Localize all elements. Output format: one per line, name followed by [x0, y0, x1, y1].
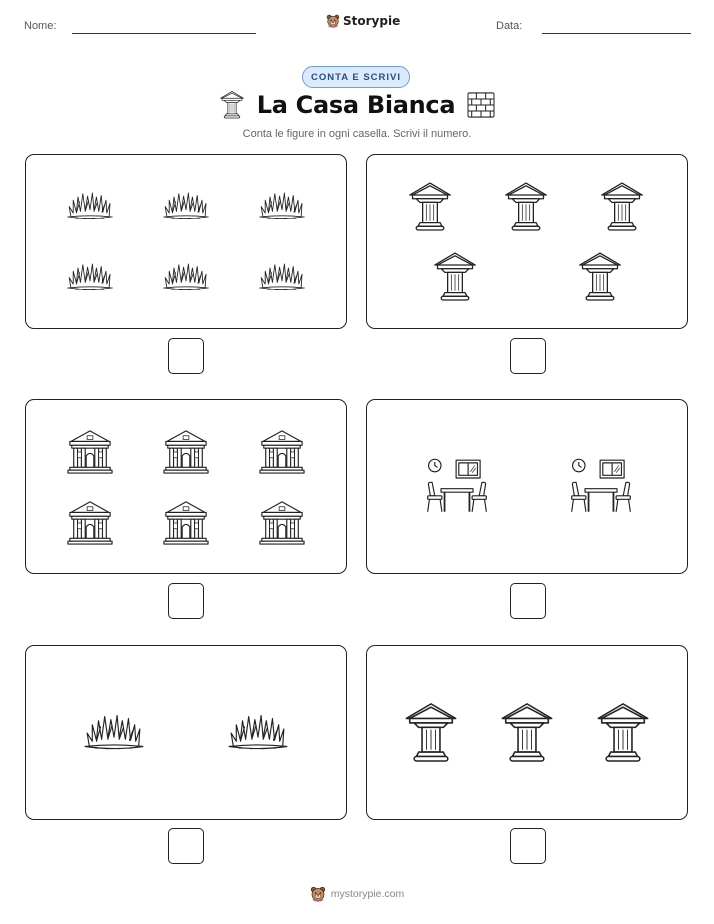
column-icon — [407, 181, 453, 233]
grass-icon — [66, 188, 114, 222]
answer-box-4[interactable] — [510, 583, 546, 619]
grass-icon — [258, 188, 306, 222]
date-label: Data: — [496, 20, 523, 32]
column-icon — [599, 181, 645, 233]
footer — [0, 886, 714, 902]
answer-box-2[interactable] — [510, 338, 546, 374]
answer-box-3[interactable] — [168, 583, 204, 619]
column-icon — [499, 700, 555, 766]
counting-card-6 — [366, 645, 688, 820]
column-icon — [595, 700, 651, 766]
answer-box-5[interactable] — [168, 828, 204, 864]
white-house-building-icon — [258, 429, 306, 475]
white-house-building-icon — [162, 429, 210, 475]
column-icon — [403, 700, 459, 766]
bear-icon — [326, 14, 340, 28]
brand-name: Storypie — [343, 14, 401, 28]
title-row — [0, 90, 714, 120]
footer-site: mystorypie.com — [330, 888, 405, 900]
instructions: Conta le figure in ogni casella. Scrivi il numero. — [242, 128, 472, 140]
column-icon — [219, 90, 245, 120]
name-field[interactable] — [72, 33, 256, 34]
answer-box-6[interactable] — [510, 828, 546, 864]
name-label: Nome: — [24, 20, 57, 32]
grass-icon — [66, 259, 114, 293]
counting-card-1 — [25, 154, 347, 329]
bear-icon — [310, 886, 326, 902]
activity-badge: CONTA E SCRIVI — [302, 66, 410, 88]
column-icon — [432, 251, 478, 303]
white-house-building-icon — [66, 429, 114, 475]
white-house-building-icon — [258, 500, 306, 546]
counting-card-3 — [25, 399, 347, 574]
page-title: La Casa Bianca — [256, 91, 456, 119]
brand — [326, 14, 400, 28]
white-house-building-icon — [162, 500, 210, 546]
column-icon — [577, 251, 623, 303]
white-house-building-icon — [66, 500, 114, 546]
grass-icon — [162, 259, 210, 293]
grass-icon — [83, 709, 145, 753]
grass-icon — [258, 259, 306, 293]
counting-card-5 — [25, 645, 347, 820]
grass-icon — [162, 188, 210, 222]
counting-card-2 — [366, 154, 688, 329]
grass-icon — [227, 709, 289, 753]
counting-card-4 — [366, 399, 688, 574]
brick-wall-icon — [467, 92, 495, 118]
column-icon — [503, 181, 549, 233]
answer-box-1[interactable] — [168, 338, 204, 374]
date-field[interactable] — [542, 33, 691, 34]
dining-room-icon — [569, 455, 633, 517]
dining-room-icon — [425, 455, 489, 517]
